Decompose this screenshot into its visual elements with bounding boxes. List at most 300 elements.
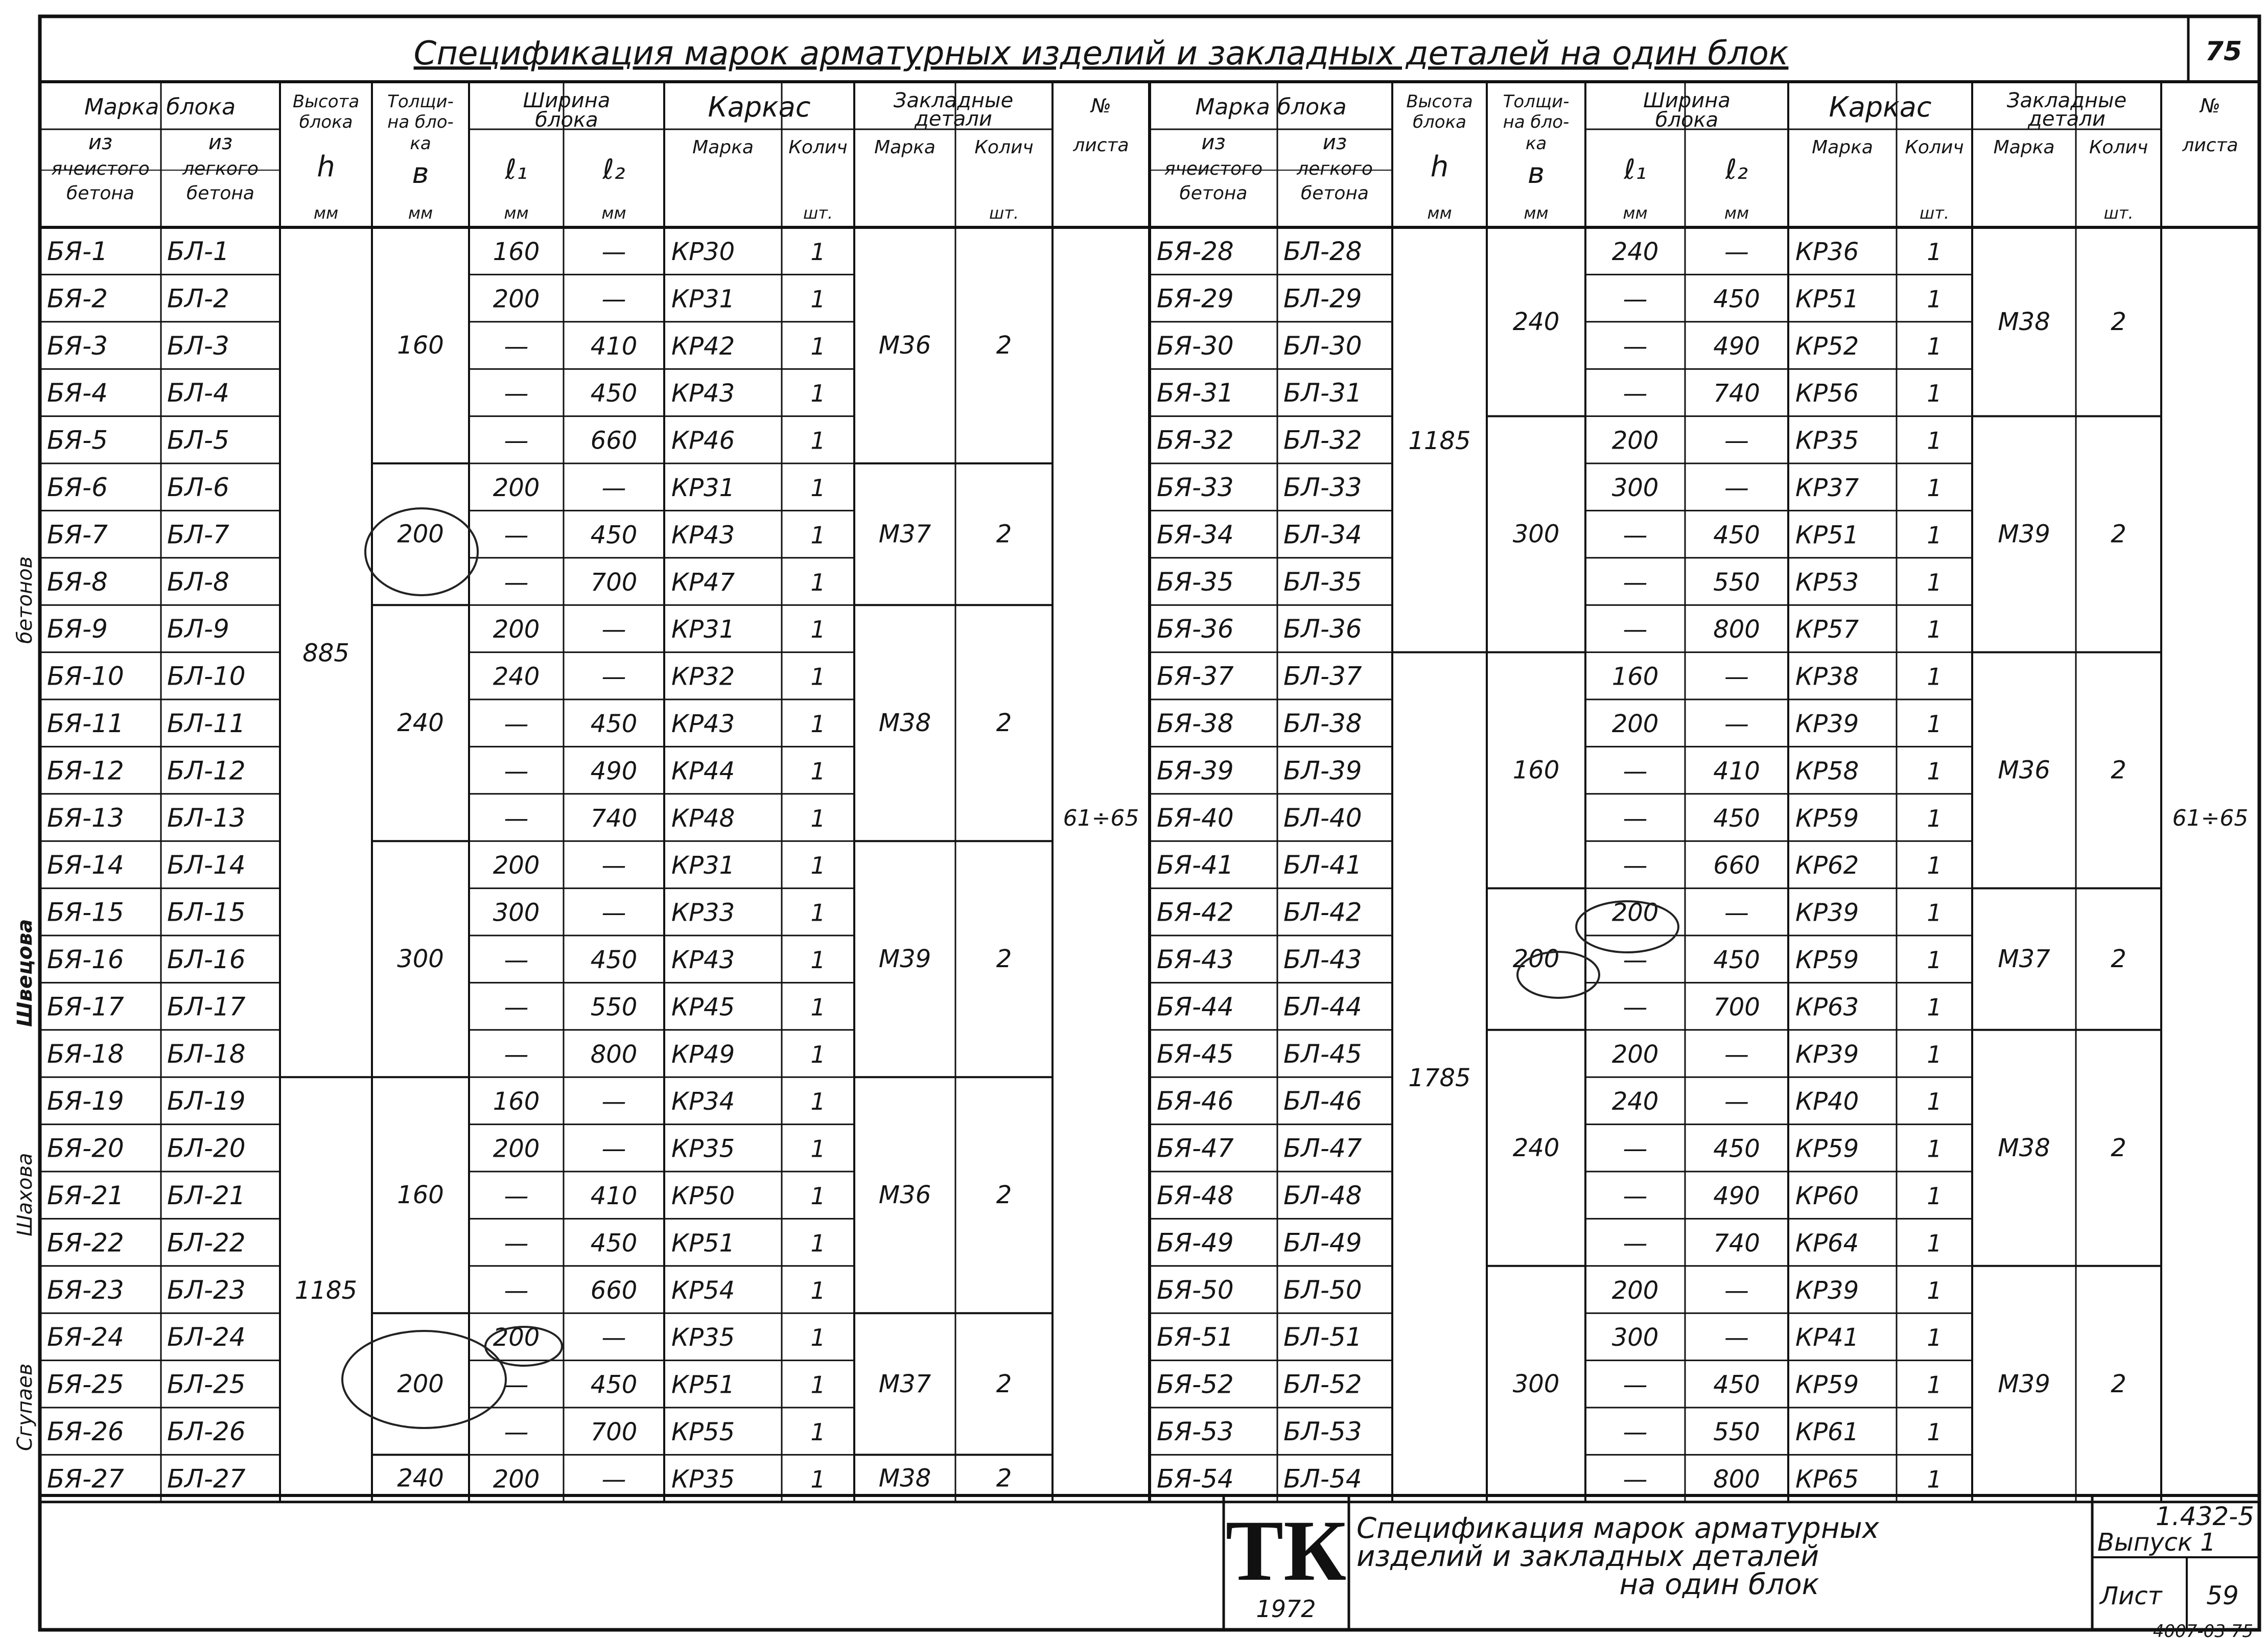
left-row-10-frame-mark: КР43 [671, 710, 735, 738]
right-row-15-width-2: 450 [1713, 946, 1760, 974]
right-hdr-sub-a2: ячеистого [1164, 158, 1263, 179]
right-hdr-sub-b2: легкого [1297, 158, 1373, 179]
left-row-2-mark-b: БЛ-3 [167, 331, 229, 361]
right-row-9-width-2: — [1724, 662, 1749, 691]
right-row-2-mark-b: БЛ-30 [1283, 331, 1362, 361]
left-row-16-mark-a: БЯ-17 [47, 992, 124, 1022]
right-row-19-width-2: 450 [1713, 1134, 1760, 1163]
left-row-12-width-2: 740 [590, 804, 638, 833]
right-embedded-mark-0: М38 [1998, 307, 2050, 336]
right-row-26-frame-qty: 1 [1927, 1465, 1942, 1493]
left-hdr-block-mark: Марка блока [84, 94, 236, 120]
right-row-20-width-1: — [1623, 1182, 1648, 1210]
left-row-7-width-1: — [504, 568, 529, 597]
right-hdr-frame-mark: Марка [1812, 137, 1873, 158]
right-row-6-width-1: — [1623, 521, 1648, 550]
left-row-10-width-2: 450 [590, 710, 638, 738]
right-embedded-mark-2: М36 [1998, 756, 2050, 785]
right-hdr-sheet-2: листа [2182, 135, 2238, 156]
right-row-21-mark-b: БЛ-49 [1283, 1228, 1362, 1258]
right-hdr-sheet-1: № [2200, 95, 2220, 117]
left-row-12-frame-qty: 1 [810, 804, 826, 832]
left-embedded-qty-6: 2 [996, 1464, 1012, 1493]
stamp-series: 1.432-5 [2156, 1502, 2254, 1531]
right-row-26-mark-a: БЯ-54 [1157, 1464, 1234, 1494]
left-hdr-w2-unit: мм [601, 203, 626, 223]
left-row-3-width-1: — [504, 379, 529, 408]
left-row-24-frame-qty: 1 [810, 1371, 826, 1399]
right-hdr-emb-2: детали [2028, 107, 2106, 131]
left-hdr-thick-3: ка [410, 133, 431, 154]
left-row-1-mark-b: БЛ-2 [167, 284, 229, 314]
right-embedded-mark-1: М39 [1998, 520, 2050, 549]
left-row-16-frame-mark: КР45 [671, 993, 735, 1022]
left-hdr-width-2: блока [535, 108, 598, 132]
title-block [40, 1495, 2259, 1630]
left-hdr-height-1: Высота [292, 91, 360, 112]
left-row-21-width-1: — [504, 1229, 529, 1258]
left-row-18-width-2: — [601, 1087, 626, 1116]
right-hdr-emb-unit: шт. [2103, 203, 2134, 223]
left-row-21-mark-b: БЛ-22 [167, 1228, 246, 1258]
left-height-value-1: 1185 [294, 1276, 358, 1305]
left-row-16-frame-qty: 1 [810, 993, 826, 1021]
right-row-5-mark-a: БЯ-33 [1157, 473, 1234, 502]
left-hdr-frame-unit: шт. [803, 203, 833, 223]
left-row-22-width-2: 660 [590, 1276, 638, 1305]
right-row-8-width-2: 800 [1713, 615, 1760, 644]
right-row-17-frame-qty: 1 [1927, 1040, 1942, 1068]
right-row-18-width-1: 240 [1611, 1087, 1659, 1116]
left-hdr-height-unit: мм [313, 203, 339, 223]
right-row-23-width-2: — [1724, 1323, 1749, 1352]
left-row-2-mark-a: БЯ-3 [47, 331, 108, 361]
left-row-14-width-1: 300 [493, 898, 540, 927]
left-row-23-mark-b: БЛ-24 [167, 1322, 246, 1352]
right-row-2-width-2: 490 [1713, 332, 1760, 361]
left-hdr-thick-sym: в [412, 157, 429, 190]
left-hdr-sub-b: из [208, 131, 233, 154]
left-row-9-width-2: — [601, 662, 626, 691]
left-thickness-value-2: 240 [397, 709, 444, 738]
left-row-24-mark-b: БЛ-25 [167, 1369, 246, 1399]
right-row-11-frame-mark: КР58 [1795, 757, 1859, 786]
left-row-13-width-1: 200 [493, 851, 540, 880]
right-row-15-width-1: — [1623, 946, 1648, 974]
left-thickness-value-3: 300 [397, 945, 444, 974]
left-row-12-mark-a: БЯ-13 [47, 803, 124, 833]
right-row-0-mark-b: БЛ-28 [1283, 237, 1362, 266]
left-row-17-mark-a: БЯ-18 [47, 1039, 124, 1069]
left-embedded-qty-3: 2 [996, 945, 1012, 974]
right-row-21-width-2: 740 [1713, 1229, 1760, 1258]
left-row-13-mark-a: БЯ-14 [47, 850, 124, 880]
stamp-issue: Выпуск 1 [2097, 1528, 2216, 1557]
left-hdr-emb-unit: шт. [989, 203, 1019, 223]
left-row-8-mark-a: БЯ-9 [47, 614, 108, 644]
right-row-2-frame-qty: 1 [1927, 332, 1942, 360]
right-row-21-frame-mark: КР64 [1795, 1229, 1859, 1258]
left-row-17-frame-mark: КР49 [671, 1040, 735, 1069]
right-row-19-width-1: — [1623, 1134, 1648, 1163]
right-hdr-thick-sym: в [1527, 157, 1545, 190]
left-row-6-width-1: — [504, 521, 529, 550]
left-row-20-frame-mark: КР50 [671, 1182, 735, 1210]
right-row-10-width-2: — [1724, 710, 1749, 738]
right-row-23-mark-b: БЛ-51 [1283, 1322, 1362, 1352]
right-row-24-frame-mark: КР59 [1795, 1370, 1859, 1399]
left-row-11-frame-mark: КР44 [671, 757, 735, 786]
left-row-0-mark-b: БЛ-1 [167, 237, 229, 266]
right-row-14-width-2: — [1724, 898, 1749, 927]
right-embedded-qty-5: 2 [2111, 1369, 2126, 1398]
right-row-14-frame-qty: 1 [1927, 899, 1942, 927]
left-embedded-qty-0: 2 [996, 331, 1012, 360]
left-row-16-width-2: 550 [590, 993, 638, 1022]
right-row-13-frame-qty: 1 [1927, 852, 1942, 880]
stamp-desc-3: на один блок [1619, 1568, 1819, 1601]
left-hdr-sub-b3: бетона [186, 183, 254, 204]
left-row-26-frame-qty: 1 [810, 1465, 826, 1493]
right-hdr-thick-2: на бло- [1503, 112, 1570, 132]
left-embedded-mark-0: М36 [878, 331, 931, 360]
right-row-5-width-1: 300 [1611, 474, 1659, 502]
left-hdr-sub-a3: бетона [66, 183, 134, 204]
left-row-25-mark-b: БЛ-26 [167, 1417, 246, 1446]
left-row-0-mark-a: БЯ-1 [47, 237, 108, 266]
side-notes [13, 556, 37, 1451]
left-row-25-width-1: — [504, 1418, 529, 1446]
left-row-14-frame-mark: КР33 [671, 898, 735, 927]
left-row-26-width-1: 200 [493, 1465, 540, 1494]
right-row-17-mark-b: БЛ-45 [1283, 1039, 1362, 1069]
left-hdr-thick-unit: мм [408, 203, 433, 223]
right-row-13-mark-b: БЛ-41 [1283, 850, 1362, 880]
right-row-18-width-2: — [1724, 1087, 1749, 1116]
right-embedded-qty-1: 2 [2111, 520, 2126, 549]
left-row-24-width-1: — [504, 1370, 529, 1399]
left-row-21-frame-mark: КР51 [671, 1229, 735, 1258]
left-row-3-width-2: 450 [590, 379, 638, 408]
right-row-5-frame-mark: КР37 [1795, 474, 1859, 502]
right-hdr-frame-qty: Колич [1905, 137, 1964, 158]
right-row-13-width-2: 660 [1713, 851, 1760, 880]
stamp-year: 1972 [1256, 1595, 1316, 1623]
right-row-20-frame-qty: 1 [1927, 1182, 1942, 1210]
left-row-25-mark-a: БЯ-26 [47, 1417, 124, 1446]
left-row-15-mark-a: БЯ-16 [47, 945, 124, 974]
right-hdr-thick-1: Толщи- [1503, 91, 1570, 112]
right-row-10-width-1: 200 [1611, 710, 1659, 738]
right-row-4-frame-mark: КР35 [1795, 426, 1859, 455]
right-hdr-emb-1: Закладные [2006, 89, 2127, 112]
right-row-8-mark-a: БЯ-36 [1157, 614, 1234, 644]
left-thickness-value-6: 240 [397, 1464, 444, 1493]
right-row-25-width-1: — [1623, 1418, 1648, 1446]
right-embedded-qty-0: 2 [2111, 307, 2126, 336]
right-hdr-height-unit: мм [1427, 203, 1452, 223]
left-row-23-frame-qty: 1 [810, 1324, 826, 1352]
right-row-7-frame-qty: 1 [1927, 568, 1942, 596]
left-embedded-qty-2: 2 [996, 709, 1012, 738]
right-row-9-mark-b: БЛ-37 [1283, 661, 1362, 691]
left-row-15-frame-qty: 1 [810, 946, 826, 974]
stamp-sheet-label: Лист [2100, 1582, 2162, 1610]
page-title: Спецификация марок арматурных изделий и закладных деталей на один блок [413, 35, 1789, 73]
right-row-21-width-1: — [1623, 1229, 1648, 1258]
right-row-15-frame-qty: 1 [1927, 946, 1942, 974]
left-row-5-frame-qty: 1 [810, 474, 826, 502]
left-row-13-width-2: — [601, 851, 626, 880]
right-hdr-frame-unit: шт. [1919, 203, 1950, 223]
left-row-26-mark-b: БЛ-27 [167, 1464, 246, 1494]
left-row-8-frame-mark: КР31 [671, 615, 735, 644]
left-row-1-width-2: — [601, 285, 626, 314]
right-row-3-width-2: 740 [1713, 379, 1760, 408]
right-row-12-mark-a: БЯ-40 [1157, 803, 1234, 833]
right-row-0-mark-a: БЯ-28 [1157, 237, 1234, 266]
right-thickness-value-4: 240 [1512, 1133, 1560, 1162]
left-row-24-frame-mark: КР51 [671, 1370, 735, 1399]
right-embedded-qty-3: 2 [2111, 945, 2126, 974]
right-row-16-mark-b: БЛ-44 [1283, 992, 1362, 1022]
right-hdr-sub-b: из [1322, 131, 1347, 154]
left-row-25-width-2: 700 [590, 1418, 638, 1446]
left-row-4-mark-b: БЛ-5 [167, 425, 229, 455]
left-row-19-frame-qty: 1 [810, 1135, 826, 1163]
left-row-11-frame-qty: 1 [810, 757, 826, 785]
left-embedded-mark-1: М37 [878, 520, 931, 549]
left-embedded-mark-5: М37 [878, 1369, 931, 1398]
left-sheet-reference: 61÷65 [1063, 805, 1139, 831]
right-row-14-frame-mark: КР39 [1795, 898, 1859, 927]
right-row-3-mark-b: БЛ-31 [1283, 378, 1362, 408]
left-hdr-thick-2: на бло- [387, 112, 454, 132]
left-hdr-sub-a: из [88, 131, 113, 154]
left-row-19-width-2: — [601, 1134, 626, 1163]
right-hdr-thick-unit: мм [1524, 203, 1549, 223]
right-row-20-width-2: 490 [1713, 1182, 1760, 1210]
left-row-10-mark-a: БЯ-11 [47, 709, 124, 738]
right-row-23-frame-qty: 1 [1927, 1324, 1942, 1352]
left-row-22-width-1: — [504, 1276, 529, 1305]
left-row-25-frame-mark: КР55 [671, 1418, 735, 1446]
right-row-13-frame-mark: КР62 [1795, 851, 1859, 880]
right-row-6-mark-a: БЯ-34 [1157, 520, 1234, 550]
right-hdr-frame: Каркас [1829, 91, 1932, 123]
left-row-14-mark-b: БЛ-15 [167, 897, 246, 927]
right-row-0-frame-qty: 1 [1927, 238, 1942, 266]
left-row-6-mark-b: БЛ-7 [167, 520, 229, 550]
left-row-17-mark-b: БЛ-18 [167, 1039, 246, 1069]
right-row-1-frame-mark: КР51 [1795, 285, 1859, 314]
left-row-7-mark-b: БЛ-8 [167, 567, 229, 597]
left-row-3-frame-mark: КР43 [671, 379, 735, 408]
right-row-12-width-2: 450 [1713, 804, 1760, 833]
left-row-4-width-2: 660 [590, 426, 638, 455]
right-hdr-emb-qty: Колич [2089, 137, 2148, 158]
left-embedded-qty-4: 2 [996, 1181, 1012, 1210]
left-row-23-width-1: 200 [493, 1323, 540, 1352]
right-row-3-frame-qty: 1 [1927, 380, 1942, 408]
right-hdr-thick-3: ка [1525, 133, 1547, 154]
left-hdr-height-2: блока [299, 112, 353, 132]
left-row-18-frame-qty: 1 [810, 1088, 826, 1116]
left-row-19-mark-a: БЯ-20 [47, 1133, 124, 1163]
right-sheet-reference: 61÷65 [2172, 805, 2249, 831]
left-embedded-qty-1: 2 [996, 520, 1012, 549]
left-row-7-frame-qty: 1 [810, 568, 826, 596]
left-row-9-mark-b: БЛ-10 [167, 661, 246, 691]
right-hdr-w1-unit: мм [1623, 203, 1648, 223]
right-row-17-width-1: 200 [1611, 1040, 1659, 1069]
left-row-0-width-1: 160 [493, 238, 540, 266]
stamp-desc-2: изделий и закладных деталей [1357, 1540, 1819, 1573]
right-row-4-mark-a: БЯ-32 [1157, 425, 1234, 455]
right-row-1-mark-a: БЯ-29 [1157, 284, 1234, 314]
left-row-23-mark-a: БЯ-24 [47, 1322, 124, 1352]
left-row-6-width-2: 450 [590, 521, 638, 550]
left-row-15-mark-b: БЛ-16 [167, 945, 246, 974]
right-row-13-width-1: — [1623, 851, 1648, 880]
right-row-24-width-1: — [1623, 1370, 1648, 1399]
left-row-6-frame-qty: 1 [810, 521, 826, 549]
left-hdr-frame: Каркас [708, 91, 811, 123]
left-thickness-value-0: 160 [397, 331, 444, 360]
right-row-17-mark-a: БЯ-45 [1157, 1039, 1234, 1069]
right-row-26-frame-mark: КР65 [1795, 1465, 1859, 1494]
left-thickness-value-1: 200 [397, 520, 444, 549]
left-row-1-frame-qty: 1 [810, 285, 826, 313]
left-row-12-mark-b: БЛ-13 [167, 803, 246, 833]
right-row-15-mark-b: БЛ-43 [1283, 945, 1362, 974]
left-hdr-emb-qty: Колич [974, 137, 1034, 158]
left-row-21-width-2: 450 [590, 1229, 638, 1258]
right-row-17-frame-mark: КР39 [1795, 1040, 1859, 1069]
right-row-16-width-2: 700 [1713, 993, 1760, 1022]
right-row-4-width-2: — [1724, 426, 1749, 455]
left-hdr-emb-2: детали [915, 107, 992, 131]
left-row-4-width-1: — [504, 426, 529, 455]
right-row-23-width-1: 300 [1611, 1323, 1659, 1352]
left-hdr-sub-b2: легкого [182, 158, 259, 179]
right-thickness-value-1: 300 [1512, 520, 1560, 549]
right-row-16-frame-mark: КР63 [1795, 993, 1859, 1022]
left-row-8-mark-b: БЛ-9 [167, 614, 229, 644]
right-row-20-frame-mark: КР60 [1795, 1182, 1859, 1210]
left-row-1-mark-a: БЯ-2 [47, 284, 108, 314]
right-row-5-mark-b: БЛ-33 [1283, 473, 1362, 502]
side-note-3: Шахова [13, 1153, 37, 1236]
right-hdr-height-2: блока [1413, 112, 1466, 132]
left-row-13-mark-b: БЛ-14 [167, 850, 246, 880]
right-row-3-mark-a: БЯ-31 [1157, 378, 1234, 408]
right-row-20-mark-b: БЛ-48 [1283, 1181, 1362, 1210]
left-row-9-mark-a: БЯ-10 [47, 661, 124, 691]
right-embedded-mark-5: М39 [1998, 1369, 2050, 1398]
left-row-22-frame-qty: 1 [810, 1276, 826, 1304]
right-hdr-w2-sym: ℓ₂ [1725, 153, 1748, 185]
right-row-4-width-1: 200 [1611, 426, 1659, 455]
left-row-17-frame-qty: 1 [810, 1040, 826, 1068]
left-row-9-frame-qty: 1 [810, 663, 826, 691]
right-hdr-width-2: блока [1655, 108, 1719, 132]
left-row-20-width-2: 410 [590, 1182, 638, 1210]
right-row-2-width-1: — [1623, 332, 1648, 361]
left-row-17-width-1: — [504, 1040, 529, 1069]
right-row-11-width-1: — [1623, 757, 1648, 786]
right-row-1-width-2: 450 [1713, 285, 1760, 314]
right-row-19-frame-mark: КР59 [1795, 1134, 1859, 1163]
left-row-11-mark-b: БЛ-12 [167, 756, 246, 786]
left-row-5-frame-mark: КР31 [671, 474, 735, 502]
right-embedded-qty-2: 2 [2111, 756, 2126, 785]
left-embedded-mark-2: М38 [878, 709, 931, 738]
right-embedded-mark-4: М38 [1998, 1133, 2050, 1162]
right-row-6-width-2: 450 [1713, 521, 1760, 550]
left-row-14-width-2: — [601, 898, 626, 927]
left-row-18-mark-a: БЯ-19 [47, 1086, 124, 1116]
left-row-1-frame-mark: КР31 [671, 285, 735, 314]
left-hdr-emb-mark: Марка [874, 137, 936, 158]
right-row-12-frame-qty: 1 [1927, 804, 1942, 832]
right-row-21-mark-a: БЯ-49 [1157, 1228, 1234, 1258]
right-hdr-sub-a: из [1201, 131, 1226, 154]
left-thickness-value-5: 200 [397, 1369, 444, 1398]
left-embedded-mark-3: М39 [878, 945, 931, 974]
right-row-13-mark-a: БЯ-41 [1157, 850, 1234, 880]
right-row-25-mark-a: БЯ-53 [1157, 1417, 1234, 1446]
right-hdr-sub-a3: бетона [1179, 183, 1248, 204]
right-embedded-qty-4: 2 [2111, 1133, 2126, 1162]
left-row-10-mark-b: БЛ-11 [167, 709, 246, 738]
left-hdr-w2-sym: ℓ₂ [602, 153, 625, 185]
right-row-4-frame-qty: 1 [1927, 427, 1942, 455]
right-hdr-w1-sym: ℓ₁ [1624, 153, 1647, 185]
right-row-16-mark-a: БЯ-44 [1157, 992, 1234, 1022]
right-row-11-mark-a: БЯ-39 [1157, 756, 1234, 786]
right-row-12-width-1: — [1623, 804, 1648, 833]
right-row-24-mark-a: БЯ-52 [1157, 1369, 1234, 1399]
right-row-1-mark-b: БЛ-29 [1283, 284, 1362, 314]
side-note-1: бетонов [13, 556, 37, 644]
left-embedded-mark-6: М38 [878, 1464, 931, 1493]
right-row-15-frame-mark: КР59 [1795, 946, 1859, 974]
right-row-19-frame-qty: 1 [1927, 1135, 1942, 1163]
right-row-0-frame-mark: КР36 [1795, 238, 1859, 266]
right-spec-table [1150, 82, 2259, 1502]
right-hdr-height-1: Высота [1406, 91, 1473, 112]
left-row-12-width-1: — [504, 804, 529, 833]
right-row-25-mark-b: БЛ-53 [1283, 1417, 1362, 1446]
right-row-11-frame-qty: 1 [1927, 757, 1942, 785]
left-row-18-frame-mark: КР34 [671, 1087, 735, 1116]
left-hdr-emb-1: Закладные [893, 89, 1014, 112]
right-row-7-width-1: — [1623, 568, 1648, 597]
right-row-7-width-2: 550 [1713, 568, 1760, 597]
left-row-24-width-2: 450 [590, 1370, 638, 1399]
left-row-20-width-1: — [504, 1182, 529, 1210]
right-row-8-frame-mark: КР57 [1795, 615, 1859, 644]
right-thickness-value-5: 300 [1512, 1369, 1560, 1398]
left-row-2-frame-mark: КР42 [671, 332, 735, 361]
bottom-note: 4007-03 75 [2153, 1621, 2253, 1638]
right-hdr-w2-unit: мм [1724, 203, 1749, 223]
left-row-7-width-2: 700 [590, 568, 638, 597]
right-row-18-frame-qty: 1 [1927, 1088, 1942, 1116]
left-row-0-width-2: — [601, 238, 626, 266]
right-row-22-frame-qty: 1 [1927, 1276, 1942, 1304]
